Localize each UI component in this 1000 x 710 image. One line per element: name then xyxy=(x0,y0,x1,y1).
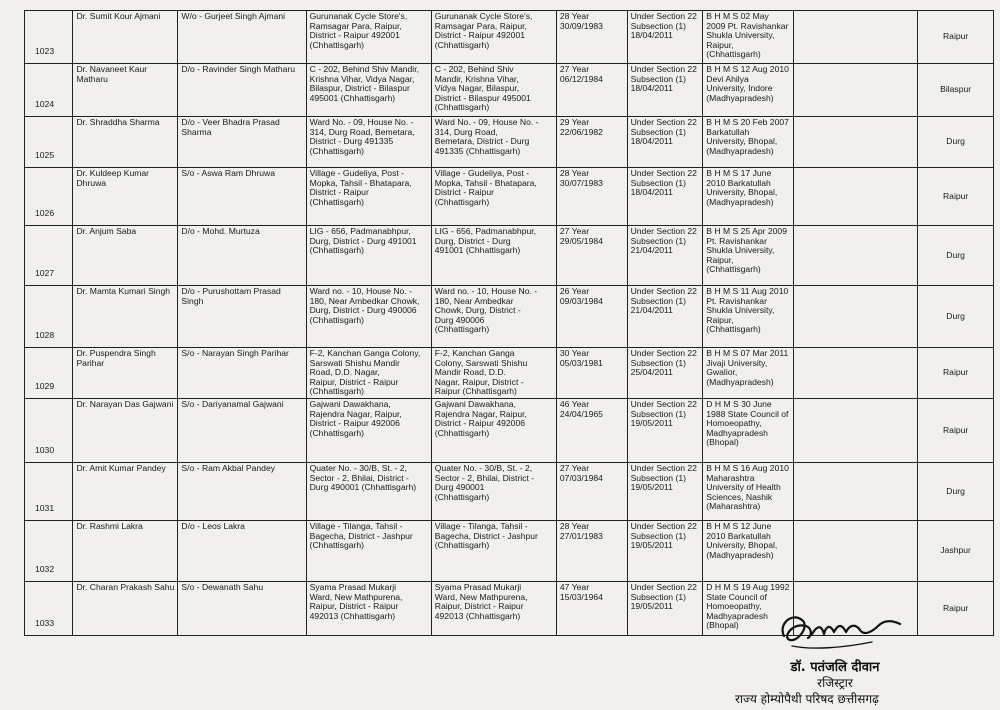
age-and-dob: 46 Year 24/04/1965 xyxy=(556,399,627,463)
table-row xyxy=(25,226,994,286)
district: Raipur xyxy=(918,11,994,64)
relation-name: D/o - Mohd. Murtuza xyxy=(178,226,306,286)
applicant-name: Dr. Narayan Das Gajwani xyxy=(73,399,178,463)
age-and-dob: 47 Year 15/03/1964 xyxy=(556,582,627,636)
district: Raipur xyxy=(918,348,994,399)
serial-number: 1033 xyxy=(25,582,73,636)
correspondence-address: Village - Gudeliya, Post - Mopka, Tahsil - Bhatapara, District - Raipur (Chhattisgarh) xyxy=(431,168,556,226)
relation-name: D/o - Veer Bhadra Prasad Sharma xyxy=(178,117,306,168)
qualification: B H M S 02 May 2009 Pt. Ravishankar Shukla University, Raipur, (Chhattisgarh) xyxy=(703,11,794,64)
registration-section: Under Section 22 Subsection (1) 21/04/2011 xyxy=(627,286,703,348)
applicant-name: Dr. Sumit Kour Ajmani xyxy=(73,11,178,64)
applicant-name: Dr. Kuldeep Kumar Dhruwa xyxy=(73,168,178,226)
applicant-name: Dr. Charan Prakash Sahu xyxy=(73,582,178,636)
applicant-name: Dr. Rashmi Lakra xyxy=(73,521,178,582)
registration-table xyxy=(24,10,994,636)
serial-number: 1032 xyxy=(25,521,73,582)
table-row xyxy=(25,117,994,168)
council-name: राज्य होम्योपैथी परिषद छत्तीसगढ़ xyxy=(735,692,879,706)
remarks-cell xyxy=(794,226,918,286)
remarks-cell xyxy=(794,64,918,117)
permanent-address: Gurunanak Cycle Store's, Ramsagar Para, Raipur, District - Raipur 492001 (Chhattisgarh) xyxy=(306,11,431,64)
applicant-name: Dr. Anjum Saba xyxy=(73,226,178,286)
applicant-name: Dr. Shraddha Sharma xyxy=(73,117,178,168)
permanent-address: Quater No. - 30/B, St. - 2, Sector - 2, Bhilai, District - Durg 490001 (Chhattisgarh) xyxy=(306,463,431,521)
relation-name: D/o - Ravinder Singh Matharu xyxy=(178,64,306,117)
permanent-address: Village - Tilanga, Tahsil - Bagecha, District - Jashpur (Chhattisgarh) xyxy=(306,521,431,582)
remarks-cell xyxy=(794,117,918,168)
age-and-dob: 28 Year 30/09/1983 xyxy=(556,11,627,64)
remarks-cell xyxy=(794,11,918,64)
qualification: B H M S 20 Feb 2007 Barkatullah University, Bhopal, (Madhyapradesh) xyxy=(703,117,794,168)
remarks-cell xyxy=(794,521,918,582)
registration-section: Under Section 22 Subsection (1) 19/05/2011 xyxy=(627,582,703,636)
signature-image xyxy=(772,606,912,658)
remarks-cell xyxy=(794,399,918,463)
district: Raipur xyxy=(918,399,994,463)
registration-section: Under Section 22 Subsection (1) 19/05/2011 xyxy=(627,463,703,521)
table-row xyxy=(25,399,994,463)
correspondence-address: Syama Prasad Mukarji Ward, New Mathpurena, Raipur, District - Raipur 492013 (Chhattisgarh) xyxy=(431,582,556,636)
permanent-address: Ward No. - 09, House No. - 314, Durg Road, Bemetara, District - Durg 491335 (Chhattisgarh) xyxy=(306,117,431,168)
relation-name: D/o - Purushottam Prasad Singh xyxy=(178,286,306,348)
relation-name: S/o - Dewanath Sahu xyxy=(178,582,306,636)
permanent-address: F-2, Kanchan Ganga Colony, Sarswati Shishu Mandir Road, D.D. Nagar, Raipur, District - Raipur (Chhattisgarh) xyxy=(306,348,431,399)
permanent-address: LIG - 656, Padmanabhpur, Durg, District - Durg 491001 (Chhattisgarh) xyxy=(306,226,431,286)
remarks-cell xyxy=(794,348,918,399)
qualification: B H M S 11 Aug 2010 Pt. Ravishankar Shukla University, Raipur, (Chhattisgarh) xyxy=(703,286,794,348)
registration-section: Under Section 22 Subsection (1) 18/04/2011 xyxy=(627,64,703,117)
registration-section: Under Section 22 Subsection (1) 19/05/2011 xyxy=(627,399,703,463)
age-and-dob: 27 Year 06/12/1984 xyxy=(556,64,627,117)
district: Durg xyxy=(918,117,994,168)
table-row xyxy=(25,64,994,117)
correspondence-address: C - 202, Behind Shiv Mandir, Krishna Vihar, Vidya Nagar, Bilaspur, District - Bilaspur 495001 (Chhattisgarh) xyxy=(431,64,556,117)
age-and-dob: 27 Year 29/05/1984 xyxy=(556,226,627,286)
relation-name: D/o - Leos Lakra xyxy=(178,521,306,582)
relation-name: S/o - Aswa Ram Dhruwa xyxy=(178,168,306,226)
table-row xyxy=(25,11,994,64)
remarks-cell xyxy=(794,168,918,226)
serial-number: 1029 xyxy=(25,348,73,399)
relation-name: S/o - Dariyanamal Gajwani xyxy=(178,399,306,463)
table-row xyxy=(25,521,994,582)
age-and-dob: 28 Year 27/01/1983 xyxy=(556,521,627,582)
serial-number: 1024 xyxy=(25,64,73,117)
permanent-address: C - 202, Behind Shiv Mandir, Krishna Vihar, Vidya Nagar, Bilaspur, District - Bilaspur 495001 (Chhattisgarh) xyxy=(306,64,431,117)
age-and-dob: 29 Year 22/06/1982 xyxy=(556,117,627,168)
applicant-name: Dr. Navaneet Kaur Matharu xyxy=(73,64,178,117)
district: Raipur xyxy=(918,582,994,636)
table-row xyxy=(25,348,994,399)
table-row xyxy=(25,168,994,226)
correspondence-address: F-2, Kanchan Ganga Colony, Sarswati Shishu Mandir Road, D.D. Nagar, Raipur, District - Raipur (Chhattisgarh) xyxy=(431,348,556,399)
district: Raipur xyxy=(918,168,994,226)
registration-section: Under Section 22 Subsection (1) 25/04/2011 xyxy=(627,348,703,399)
registration-section: Under Section 22 Subsection (1) 18/04/2011 xyxy=(627,117,703,168)
applicant-name: Dr. Amit Kumar Pandey xyxy=(73,463,178,521)
correspondence-address: LIG - 656, Padmanabhpur, Durg, District - Durg 491001 (Chhattisgarh) xyxy=(431,226,556,286)
table-row xyxy=(25,463,994,521)
registration-section: Under Section 22 Subsection (1) 18/04/2011 xyxy=(627,168,703,226)
applicant-name: Dr. Mamta Kumari Singh xyxy=(73,286,178,348)
age-and-dob: 26 Year 09/03/1984 xyxy=(556,286,627,348)
registrar-name: डॉ. पतंजलि दीवान xyxy=(790,660,880,675)
relation-name: W/o - Gurjeet Singh Ajmani xyxy=(178,11,306,64)
qualification: B H M S 17 June 2010 Barkatullah University, Bhopal, (Madhyapradesh) xyxy=(703,168,794,226)
district: Durg xyxy=(918,463,994,521)
qualification: B H M S 07 Mar 2011 Jivaji University, Gwalior, (Madhyapradesh) xyxy=(703,348,794,399)
correspondence-address: Gurunanak Cycle Store's, Ramsagar Para, Raipur, District - Raipur 492001 (Chhattisgarh) xyxy=(431,11,556,64)
registration-section: Under Section 22 Subsection (1) 19/05/2011 xyxy=(627,521,703,582)
registration-section: Under Section 22 Subsection (1) 21/04/2011 xyxy=(627,226,703,286)
correspondence-address: Village - Tilanga, Tahsil - Bagecha, District - Jashpur (Chhattisgarh) xyxy=(431,521,556,582)
permanent-address: Syama Prasad Mukarji Ward, New Mathpurena, Raipur, District - Raipur 492013 (Chhattisgarh) xyxy=(306,582,431,636)
serial-number: 1025 xyxy=(25,117,73,168)
qualification: B H M S 25 Apr 2009 Pt. Ravishankar Shukla University, Raipur, (Chhattisgarh) xyxy=(703,226,794,286)
remarks-cell xyxy=(794,286,918,348)
district: Durg xyxy=(918,226,994,286)
permanent-address: Ward no. - 10, House No. - 180, Near Ambedkar Chowk, Durg, District - Durg 490006 (Chhattisgarh) xyxy=(306,286,431,348)
qualification: B H M S 12 Aug 2010 Devi Ahilya University, Indore (Madhyapradesh) xyxy=(703,64,794,117)
permanent-address: Gajwani Dawakhana, Rajendra Nagar, Raipur, District - Raipur 492006 (Chhattisgarh) xyxy=(306,399,431,463)
registrar-designation: रजिस्ट्रार xyxy=(817,676,853,690)
correspondence-address: Ward No. - 09, House No. - 314, Durg Road, Bemetara, District - Durg 491335 (Chhattisgarh) xyxy=(431,117,556,168)
qualification: D H M S 30 June 1988 State Council of Homoeopathy, Madhyapradesh (Bhopal) xyxy=(703,399,794,463)
age-and-dob: 27 Year 07/03/1984 xyxy=(556,463,627,521)
qualification: B H M S 16 Aug 2010 Maharashtra University of Health Sciences, Nashik (Maharashtra) xyxy=(703,463,794,521)
district: Jashpur xyxy=(918,521,994,582)
serial-number: 1026 xyxy=(25,168,73,226)
table-row xyxy=(25,286,994,348)
registration-section: Under Section 22 Subsection (1) 18/04/2011 xyxy=(627,11,703,64)
serial-number: 1023 xyxy=(25,11,73,64)
relation-name: S/o - Narayan Singh Parihar xyxy=(178,348,306,399)
serial-number: 1031 xyxy=(25,463,73,521)
correspondence-address: Ward no. - 10, House No. - 180, Near Ambedkar Chowk, Durg, District - Durg 490006 (Chhattisgarh) xyxy=(431,286,556,348)
relation-name: S/o - Ram Akbal Pandey xyxy=(178,463,306,521)
district: Bilaspur xyxy=(918,64,994,117)
correspondence-address: Quater No. - 30/B, St. - 2, Sector - 2, Bhilai, District - Durg 490001 (Chhattisgarh) xyxy=(431,463,556,521)
serial-number: 1030 xyxy=(25,399,73,463)
permanent-address: Village - Gudeliya, Post - Mopka, Tahsil - Bhatapara, District - Raipur (Chhattisgarh) xyxy=(306,168,431,226)
district: Durg xyxy=(918,286,994,348)
age-and-dob: 30 Year 05/03/1981 xyxy=(556,348,627,399)
correspondence-address: Gajwani Dawakhana, Rajendra Nagar, Raipur, District - Raipur 492006 (Chhattisgarh) xyxy=(431,399,556,463)
age-and-dob: 28 Year 30/07/1983 xyxy=(556,168,627,226)
qualification: D H M S 19 Aug 1992 State Council of Homoeopathy, Madhyapradesh (Bhopal) xyxy=(703,582,794,636)
serial-number: 1027 xyxy=(25,226,73,286)
serial-number: 1028 xyxy=(25,286,73,348)
applicant-name: Dr. Puspendra Singh Parihar xyxy=(73,348,178,399)
qualification: B H M S 12 June 2010 Barkatullah University, Bhopal, (Madhyapradesh) xyxy=(703,521,794,582)
remarks-cell xyxy=(794,463,918,521)
